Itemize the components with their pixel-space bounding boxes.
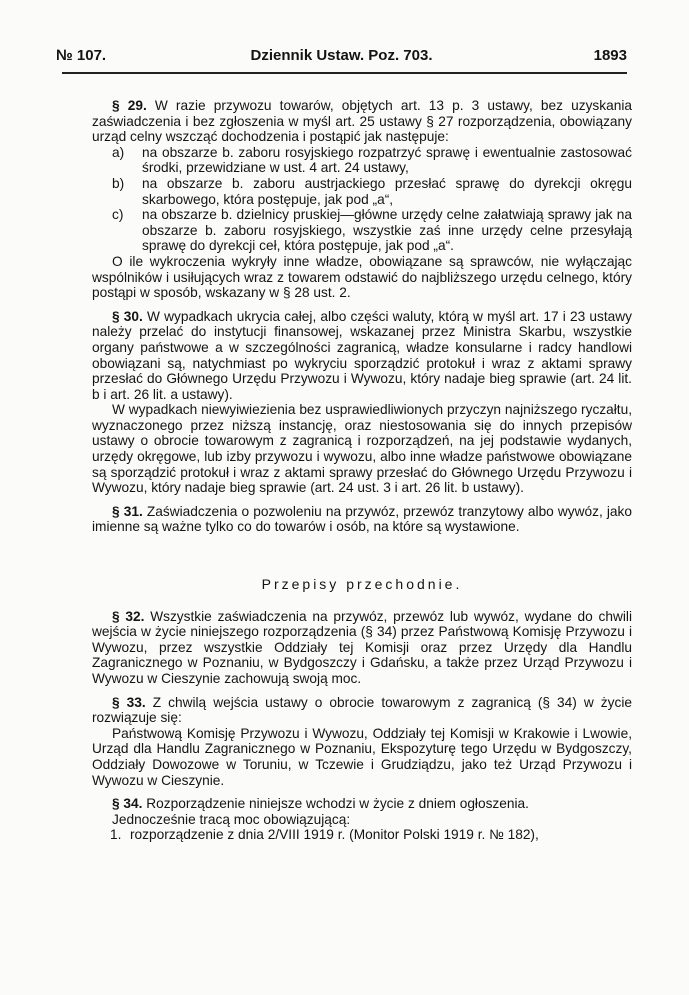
paragraph-text: Jednocześnie tracą moc obowiązującą: <box>112 811 351 827</box>
paragraph-s30 <box>92 309 632 403</box>
paragraph-s32 <box>92 609 632 687</box>
paragraph-text: Rozporządzenie niniejsze wchodzi w życie z dniem ogłoszenia. <box>146 796 529 812</box>
list-item <box>112 145 632 176</box>
journal-title: Dziennik Ustaw. Poz. 703. <box>250 47 433 64</box>
item-label: b) <box>112 175 125 191</box>
section-label: § 29. <box>112 98 147 113</box>
paragraph-text: O ile wykroczenia wykryły inne władze, obowiązane są sprawców, nie wyłączając wspólników i usiłujących wraz z towarem odstawić do najbliższego urzędu celnego, który postąpi w sposób, wskazany w § 28 ust. 2. <box>92 253 632 301</box>
paragraph-text: Zaświadczenia o pozwoleniu na przywóz, przewóz tranzytowy albo wywóz, jako imienne są ważne tylko co do towarów i osób, na które są wystawione. <box>92 503 633 535</box>
section-label: § 34. <box>112 796 143 812</box>
paragraph-text: Państwową Komisję Przywozu i Wywozu, Oddziały tej Komisji w Krakowie i Lwowie, Urząd dla Handlu Zagranicznego w Poznaniu, Ekspozyturę tego Urzędu w Bydgoszczy, Oddziały Dowozowe w Toruniu, w Tczewie i Grudziądzu, jako też Urząd Przywozu i Wywozu w Cieszynie. <box>92 725 632 788</box>
paragraph-s31 <box>92 504 632 535</box>
item-text: na obszarze b. zaboru rosyjskiego rozpatrzyć sprawę i ewentualnie zastosować środki, przewidziane w ust. 4 art. 24 ustawy, <box>142 144 632 176</box>
item-label: a) <box>112 144 125 160</box>
paragraph-text: Wszystkie zaświadczenia na przywóz, przewóz lub wywóz, wydane do chwili wejścia w życie niniejszego rozporządzenia (§ 34) przez Państwową Komisję Przywozu i Wywozu, przez wszystkie Oddziały tej Komisji oraz przez Urzędy dla Handlu Zagranicznego w Poznaniu, w Bydgoszczy i Gdańsku, a także przez Urząd Przywozu i Wywozu w Cieszynie zachowują swoją moc. <box>92 608 632 686</box>
list-item <box>112 176 632 207</box>
paragraph-s33 <box>92 695 632 726</box>
paragraph-s29 <box>92 98 632 145</box>
section-label: § 30. <box>112 308 143 324</box>
item-text: na obszarze b. zaboru austrjackiego przesłać sprawę do dyrekcji okręgu skarbowego, która postępuje, jak pod „a“, <box>142 175 632 207</box>
list-item <box>112 207 632 254</box>
list-item <box>110 827 632 843</box>
item-text: na obszarze b. dzielnicy pruskiej—główne urzędy celne załatwiają sprawy jak na obszarze b. zaboru rosyjskiego, wszystkie zaś inne urzędy celne przesyłają sprawę do dyrekcji ceł, która postępuje, jak pod „a“. <box>142 207 632 254</box>
section-label: § 32. <box>112 608 145 624</box>
header-rule <box>62 72 627 74</box>
paragraph-s34 <box>92 796 632 812</box>
item-label: c) <box>112 207 124 223</box>
item-text: rozporządzenie z dnia 2/VIII 1919 r. (Monitor Polski 1919 r. № 182), <box>130 827 539 843</box>
section-heading: Przepisy przechodnie. <box>261 576 463 593</box>
section-label: § 31. <box>112 503 143 519</box>
page-header <box>56 47 627 69</box>
paragraph-text: Z chwilą wejścia ustawy o obrocie towarowym z zagranicą (§ 34) w życie rozwiązuje się: <box>92 694 632 726</box>
issue-number: № 107. <box>56 47 107 64</box>
page-number: 1893 <box>593 47 627 64</box>
paragraph-text: W razie przywozu towarów, objętych art. 13 p. 3 ustawy, bez uzyskania zaświadczenia i bez zgłoszenia w myśl art. 25 ustawy § 27 rozporządzenia, obowiązany urząd celny wszcząć dochodzenia i postąpić jak następuje: <box>92 98 632 145</box>
item-label: 1. <box>110 827 122 843</box>
paragraph-text: W wypadkach niewyiwiezienia bez usprawiedliwionych przyczyn najniższego ryczałtu, wyznaczonego przez niższą instancję, oraz niestosowania się do innych przepisów ustawy o obrocie towarowym z zagranicą i rozporządzeń, na jej podstawie wydanych, urzędy okręgowe, lub izby przywozu i wywozu, albo inne władze państwowe obowiązane są sporządzić protokuł i wraz z aktami sprawy przesłać do Głównego Urzędu Przywozu i Wywozu, który nadaje bieg sprawie (art. 24 ust. 3 i art. 26 lit. b ustawy). <box>92 402 632 496</box>
section-label: § 33. <box>112 694 146 710</box>
document-body <box>92 98 632 843</box>
paragraph-text: W wypadkach ukrycia całej, albo części waluty, którą w myśl art. 17 i 23 ustawy należy przelać do instytucji finansowej, wskazanej przez Ministra Skarbu, wszystkie organy państwowe a w szczególności zagranicą, władze konsularne i radcy handlowi obowiązani są, natychmiast po wykryciu sporządzić protokuł i wraz z aktami sprawy przesłać do Głównego Urzędu Przywozu i Wywozu, który nadaje bieg sprawie (art. 24 lit. b i art. 26 lit. a ustawy). <box>92 308 632 402</box>
